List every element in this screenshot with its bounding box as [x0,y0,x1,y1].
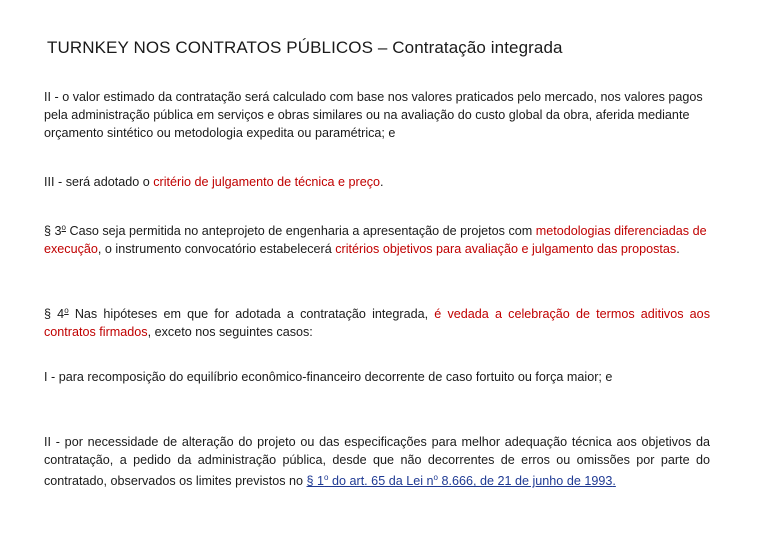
ordinal-indicator: o [64,306,69,315]
paragraph-item-i-recomposicao: I - para recomposição do equilíbrio econômico-financeiro decorrente de caso fortuito ou força maior; e [44,370,613,384]
highlight-vedada-aditivos: é vedada a celebração de termos aditivos aos contratos firmados [44,307,710,340]
highlight-criterio-julgamento: critério de julgamento de técnica e preço [153,175,381,189]
link-text: § 1 [306,474,325,489]
text-segment: Caso seja permitida no anteprojeto de engenharia a apresentação de projetos com [65,224,536,238]
text-segment: , o instrumento convocatório estabelecerá [97,242,336,257]
ordinal-indicator: o [433,473,438,483]
link-text: 8.666, de 21 de junho de 1993 [437,474,613,489]
text-segment: . [612,474,616,489]
paragraph-section-4 [44,302,710,341]
text-segment: II - por necessidade de alteração do projeto ou das especificações para melhor adequação técnica aos objetivos da contratação, a pedido da administração pública, desde que não decorrentes de erros ou omissões por parte do contratado, observados os limites previstos no [44,435,710,489]
law-reference-link[interactable] [307,474,613,488]
paragraph-item-iii-criterio [44,173,710,191]
ordinal-indicator: o [324,473,329,483]
text-segment: . [676,242,680,257]
section-mark: § 3 [44,224,62,238]
text-segment: Nas hipóteses em que for adotada a contratação integrada, [68,307,435,321]
paragraph-item-ii-alteracao-projeto [44,433,710,491]
page-title: TURNKEY NOS CONTRATOS PÚBLICOS – Contratação integrada [47,38,563,57]
highlight-criterios-objetivos: critérios objetivos para avaliação e julgamento das propostas [335,242,677,257]
text-segment: . [380,175,384,189]
text-segment: , exceto nos seguintes casos: [147,325,313,340]
link-text: do art. 65 da Lei n [328,474,434,489]
highlight-metodologias: metodologias diferenciadas de execução [44,224,707,257]
text-segment: III - será adotado o [44,175,154,189]
ordinal-indicator: o [61,223,66,232]
paragraph-item-ii-valor-estimado: II - o valor estimado da contratação será calculado com base nos valores praticados pelo mercado, nos valores pagos pela administração pública em serviços e obras similares ou na avaliação do custo global da obra, aferida mediante orçamento sintético ou metodologia expedita ou paramétrica; e [44,90,703,141]
section-mark: § 4 [44,307,65,321]
paragraph-section-3 [44,219,710,258]
